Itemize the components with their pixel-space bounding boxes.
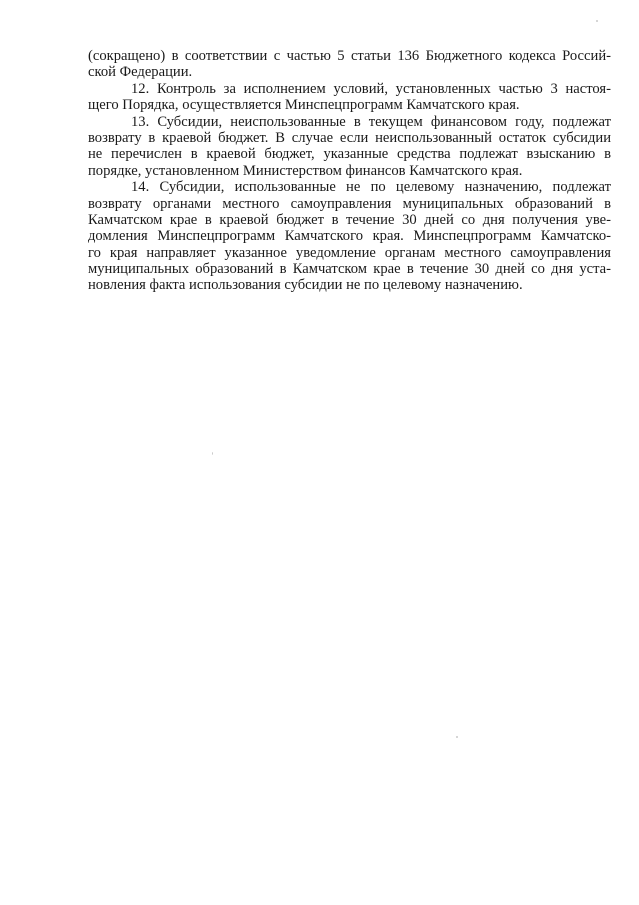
- scan-speck: [212, 452, 213, 455]
- text-line: го края направляет указанное уведомление органам местного самоуправления: [88, 244, 611, 261]
- text-line: ской Федерации.: [88, 64, 193, 81]
- scan-speck: [456, 736, 458, 738]
- scan-speck: [596, 20, 598, 22]
- text-line: муниципальных образований в Камчатском крае в течение 30 дней со дня уста-: [88, 261, 611, 278]
- document-body: [88, 48, 611, 294]
- paragraph-13-start: 13. Субсидии, неиспользованные в текущем финансовом году, подлежат: [131, 113, 611, 130]
- text-line: возврату органами местного самоуправления муниципальных образований в: [88, 195, 611, 212]
- text-line: не перечислен в краевой бюджет, указанные средства подлежат взысканию в: [88, 146, 611, 163]
- text-line: возврату в краевой бюджет. В случае если неиспользованный остаток субсидии: [88, 129, 611, 146]
- text-line: (сокращено) в соответствии с частью 5 статьи 136 Бюджетного кодекса Россий-: [88, 48, 611, 64]
- text-line: Камчатском крае в краевой бюджет в течение 30 дней со дня получения уве-: [88, 211, 611, 228]
- text-line: новления факта использования субсидии не по целевому назначению.: [88, 277, 523, 294]
- text-line: домления Минспецпрограмм Камчатского края. Минспецпрограмм Камчатско-: [88, 228, 611, 245]
- paragraph-12-start: 12. Контроль за исполнением условий, установленных частью 3 настоя-: [131, 80, 611, 97]
- text-line: порядке, установленном Министерством финансов Камчатского края.: [88, 162, 523, 179]
- paragraph-14-start: 14. Субсидии, использованные не по целевому назначению, подлежат: [131, 179, 611, 196]
- text-line: щего Порядка, осуществляется Минспецпрограмм Камчатского края.: [88, 97, 520, 114]
